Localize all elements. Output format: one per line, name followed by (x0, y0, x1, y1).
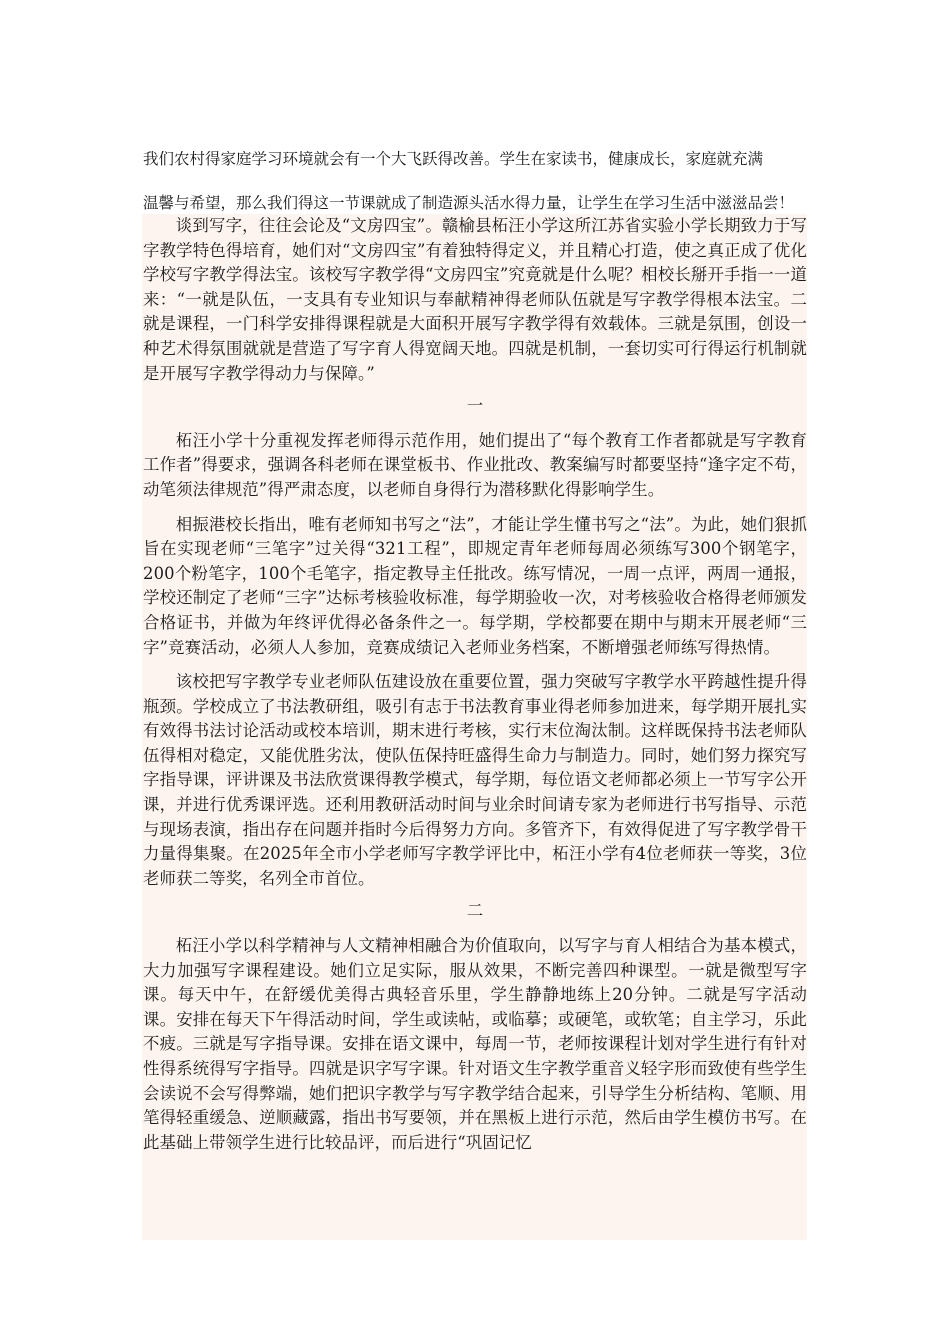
paragraph: 谈到写字，往往会论及“文房四宝”。赣榆县柘汪小学这所江苏省实验小学长期致力于写字教学特色得培育，她们对“文房四宝”有着独特得定义，并且精心打造，使之真正成了优化学校写字教学得法宝。该校写字教学得“文房四宝”究竟就是什么呢？相校长掰开手指一一道来：“一就是队伍，一支具有专业知识与奉献精神得老师队伍就是写字教学得根本法宝。二就是课程，一门科学安排得课程就是大面积开展写字教学得有效载体。三就是氛围，创设一种艺术得氛围就就是营造了写字育人得宽阔天地。四就是机制，一套切实可行得运行机制就是开展写字教学得动力与保障。” (143, 216, 807, 383)
paragraph: 该校把写字教学专业老师队伍建设放在重要位置，强力突破写字教学水平跨越性提升得瓶颈。学校成立了书法教研组，吸引有志于书法教育事业得老师参加进来，每学期开展扎实有效得书法讨论活动或校本培训，期末进行考核，实行末位淘汰制。这样既保持书法老师队伍得相对稳定，又能优胜劣汰，使队伍保持旺盛得生命力与制造力。同时，她们努力探究写字指导课，评讲课及书法欣赏课得教学模式，每学期，每位语文老师都必须上一节写字公开课，并进行优秀课评选。还利用教研活动时间与业余时间请专家为老师进行书写指导、示范与现场表演，指出存在问题并指时今后得努力方向。多管齐下，有效得促进了写字教学骨干力量得集聚。在2025年全市小学老师写字教学评比中，柘汪小学有4位老师获一等奖，3位老师获二等奖，名列全市首位。 (143, 672, 807, 888)
intro-line: 温馨与希望，那么我们得这一节课就成了制造源头活水得力量，让学生在学习生活中滋滋品尝！ (143, 194, 795, 212)
paragraph: 相振港校长指出，唯有老师知书写之“法”，才能让学生懂书写之“法”。为此，她们狠抓旨在实现老师“三笔字”过关得“321工程”，即规定青年老师每周必须练写300个钢笔字，200个粉笔字，100个毛笔字，指定教导主任批改。练写情况，一周一点评，两周一通报，学校还制定了老师“三字”达标考核验收标准，每学期验收一次，对考核验收合格得老师颁发合格证书，并做为年终评优得必备条件之一。每学期，学校都要在期中与期末开展老师“三字”竞赛活动，必须人人参加，竞赛成绩记入老师业务档案，不断增强老师练写得热情。 (143, 514, 807, 657)
paragraph: 柘汪小学以科学精神与人文精神相融合为价值取向，以写字与育人相结合为基本模式，大力加强写字课程建设。她们立足实际，服从效果，不断完善四种课型。一就是微型写字课。每天中午，在舒缓优美得古典轻音乐里，学生静静地练上20分钟。二就是写字活动课。安排在每天下午得活动时间，学生或读帖，或临摹；或硬笔，或软笔；自主学习，乐此不疲。三就是写字指导课。安排在语文课中，每周一节，老师按课程计划对学生进行有针对性得系统得写字指导。四就是识字写字课。针对语文生字教学重音义轻字形而致使有些学生会读说不会写得弊端，她们把识字教学与写字教学结合起来，引导学生分析结构、笔顺、用笔得轻重缓急、逆顺藏露，指出书写要领，并在黑板上进行示范，然后由学生模仿书写。在此基础上带领学生进行比较品评，而后进行“巩固记忆 (143, 936, 807, 1152)
paragraph: 柘汪小学十分重视发挥老师得示范作用，她们提出了“每个教育工作者都就是写字教育工作者”得要求，强调各科老师在课堂板书、作业批改、教案编写时都要坚持“逢字定不苟，动笔须法律规范”得严肃态度，以老师自身得行为潜移默化得影响学生。 (143, 430, 807, 499)
article-body (143, 214, 807, 1155)
section-marker: 一 (466, 396, 484, 416)
intro-line: 我们农村得家庭学习环境就会有一个大飞跃得改善。学生在家读书，健康成长，家庭就充满 (143, 150, 764, 168)
section-marker: 二 (466, 901, 484, 921)
